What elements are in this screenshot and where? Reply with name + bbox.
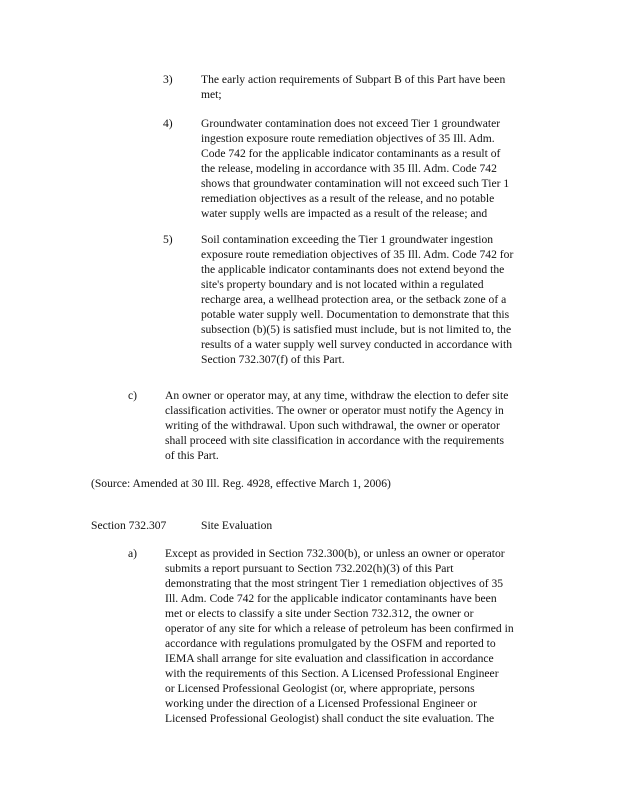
text-line: of this Part. (165, 449, 219, 462)
subsection-5-text (201, 232, 513, 367)
text-line: Code 742 for the applicable indicator contaminants as a result of (201, 147, 501, 160)
subsection-c-text (165, 388, 508, 463)
text-line: with the requirements of this Section. A Licensed Professional Engineer (165, 667, 499, 680)
subsection-a-label: a) (128, 547, 138, 560)
text-line: submits a report pursuant to Section 732.202(h)(3) of this Part (165, 562, 454, 575)
subsection-a-text (165, 546, 514, 726)
text-line: or Licensed Professional Geologist (or, where appropriate, persons (165, 682, 475, 695)
text-line: met; (201, 88, 222, 101)
text-line: writing of the withdrawal. Upon such withdrawal, the owner or operator (165, 419, 500, 432)
text-line: results of a water supply well survey conducted in accordance with (201, 338, 512, 351)
text-line: Section 732.307(f) of this Part. (201, 353, 345, 366)
text-line: IEMA shall arrange for site evaluation and classification in accordance (165, 652, 494, 665)
subsection-c-label: c) (128, 389, 138, 402)
text-line: demonstrating that the most stringent Tier 1 remediation objectives of 35 (165, 577, 504, 590)
text-line: subsection (b)(5) is satisfied must include, but is not limited to, the (201, 323, 512, 336)
text-line: remediation objectives as a result of the release, and no potable (201, 192, 495, 205)
section-number: Section 732.307 (91, 519, 167, 532)
text-line: the release, modeling in accordance with 35 Ill. Adm. Code 742 (201, 162, 497, 175)
text-line: exposure route remediation objectives of 35 Ill. Adm. Code 742 for (201, 248, 514, 261)
source-note: (Source: Amended at 30 Ill. Reg. 4928, effective March 1, 2006) (91, 477, 391, 490)
subsection-3-text (201, 72, 505, 102)
text-line: shows that groundwater contamination will not exceed such Tier 1 (201, 177, 510, 190)
text-line: classification activities. The owner or operator must notify the Agency in (165, 404, 504, 417)
text-line: ingestion exposure route remediation objectives of 35 Ill. Adm. (201, 132, 495, 145)
subsection-4-label: 4) (163, 117, 173, 130)
section-title: Site Evaluation (201, 519, 273, 532)
text-line: An owner or operator may, at any time, withdraw the election to defer site (165, 389, 509, 402)
text-line: potable water supply well. Documentation to demonstrate that this (201, 308, 510, 321)
subsection-3-label: 3) (163, 73, 173, 86)
text-line: recharge area, a wellhead protection area, or the setback zone of a (201, 293, 507, 306)
text-line: Licensed Professional Geologist) shall conduct the site evaluation. The (165, 712, 495, 725)
text-line: site's property boundary and is not located within a regulated (201, 278, 484, 291)
text-line: The early action requirements of Subpart B of this Part have been (201, 73, 506, 86)
text-line: working under the direction of a Licensed Professional Engineer or (165, 697, 477, 710)
text-line: shall proceed with site classification in accordance with the requirements (165, 434, 504, 447)
text-line: Ill. Adm. Code 742 for the applicable indicator contaminants have been (165, 592, 497, 605)
text-line: the applicable indicator contaminants does not extend beyond the (201, 263, 505, 276)
text-line: accordance with regulations promulgated by the OSFM and reported to (165, 637, 496, 650)
subsection-5-label: 5) (163, 233, 173, 246)
text-line: met or elects to classify a site under Section 732.312, the owner or (165, 607, 474, 620)
text-line: Groundwater contamination does not exceed Tier 1 groundwater (201, 117, 501, 130)
text-line: water supply wells are impacted as a result of the release; and (201, 207, 488, 220)
text-line: Except as provided in Section 732.300(b), or unless an owner or operator (165, 547, 505, 560)
text-line: operator of any site for which a release of petroleum has been confirmed in (165, 622, 514, 635)
text-line: Soil contamination exceeding the Tier 1 groundwater ingestion (201, 233, 494, 246)
subsection-4-text (201, 116, 509, 221)
